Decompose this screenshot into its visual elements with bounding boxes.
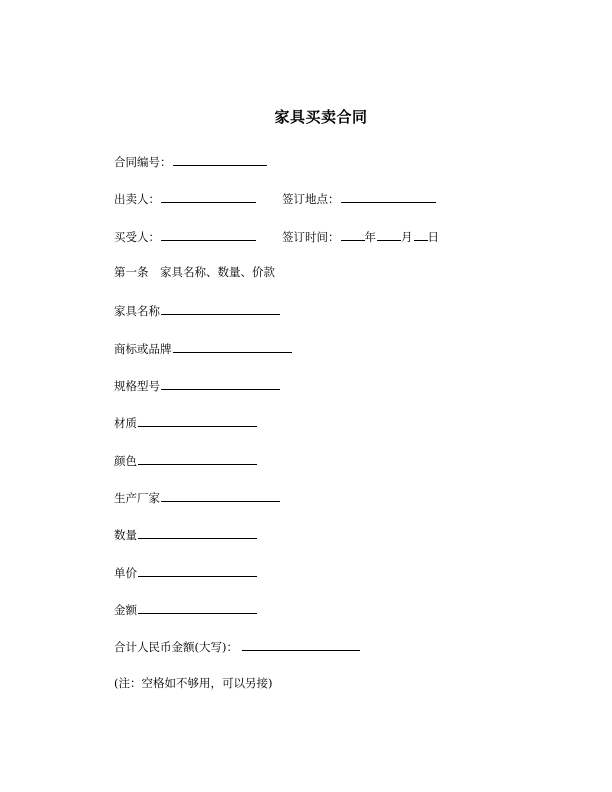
contract-number-row [114, 153, 267, 169]
month-label: 月 [401, 230, 413, 244]
sign-time-label: 签订时间： [282, 230, 340, 244]
material-blank[interactable] [138, 414, 257, 427]
sign-place-label: 签订地点： [282, 192, 340, 206]
amount-label: 金额 [114, 603, 137, 617]
unit-price-blank[interactable] [138, 564, 257, 577]
manufacturer-label: 生产厂家 [114, 491, 160, 505]
contract-number-blank[interactable] [173, 153, 267, 166]
model-label: 规格型号 [114, 379, 160, 393]
material-row [114, 414, 257, 430]
furniture-name-blank[interactable] [161, 302, 280, 315]
buyer-row [114, 228, 514, 244]
sign-time-group [282, 228, 439, 244]
sign-place-blank[interactable] [341, 190, 436, 203]
color-blank[interactable] [138, 452, 257, 465]
color-row [114, 452, 257, 468]
quantity-blank[interactable] [138, 526, 257, 539]
note-text: (注：空格如不够用，可以另接) [114, 676, 273, 690]
material-label: 材质 [114, 416, 137, 430]
total-amount-blank[interactable] [242, 638, 360, 651]
buyer-blank[interactable] [161, 228, 256, 241]
sign-place-group [282, 190, 436, 206]
seller-row [114, 190, 514, 206]
manufacturer-row [114, 489, 280, 505]
quantity-row [114, 526, 257, 542]
day-blank[interactable] [414, 228, 428, 241]
year-label: 年 [364, 230, 376, 244]
model-row [114, 377, 280, 393]
day-label: 日 [427, 230, 439, 244]
buyer-label: 买受人： [114, 230, 160, 244]
article-one-heading: 第一条 家具名称、数量、价款 [114, 265, 275, 279]
brand-label: 商标或品牌 [114, 342, 172, 356]
model-blank[interactable] [161, 377, 280, 390]
seller-blank[interactable] [161, 190, 256, 203]
furniture-name-row [114, 302, 280, 318]
brand-row [114, 340, 292, 356]
document-title: 家具买卖合同 [274, 108, 368, 126]
total-amount-row [114, 638, 360, 654]
amount-blank[interactable] [138, 601, 257, 614]
contract-number-label: 合同编号： [114, 155, 172, 169]
amount-row [114, 601, 257, 617]
quantity-label: 数量 [114, 528, 137, 542]
unit-price-row [114, 564, 257, 580]
month-blank[interactable] [377, 228, 401, 241]
brand-blank[interactable] [173, 340, 292, 353]
total-amount-label: 合计人民币金额(大写)： [114, 640, 238, 654]
furniture-name-label: 家具名称 [114, 304, 160, 318]
seller-label: 出卖人： [114, 192, 160, 206]
manufacturer-blank[interactable] [161, 489, 280, 502]
color-label: 颜色 [114, 454, 137, 468]
unit-price-label: 单价 [114, 566, 137, 580]
year-blank[interactable] [341, 228, 365, 241]
